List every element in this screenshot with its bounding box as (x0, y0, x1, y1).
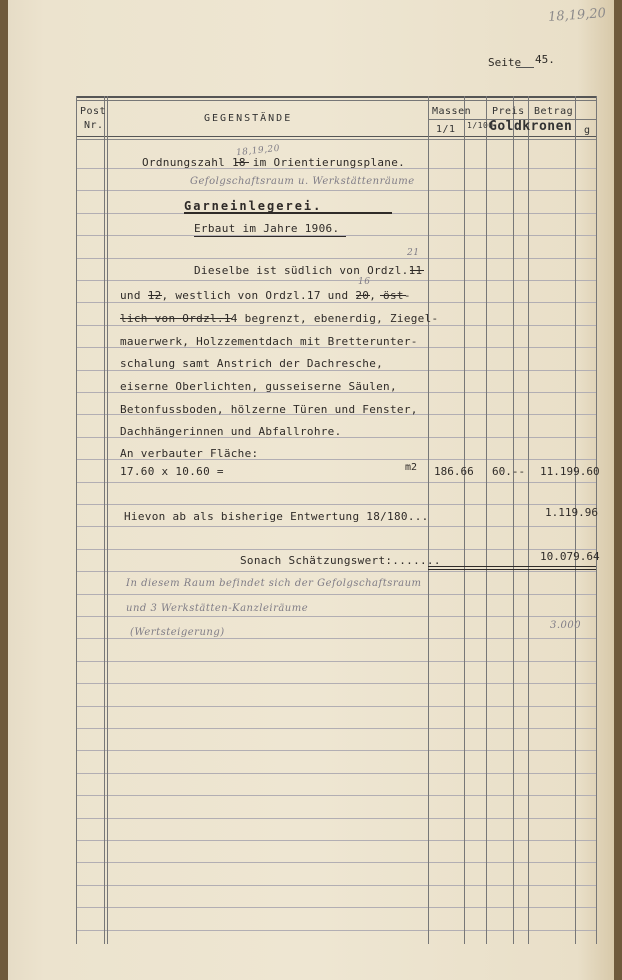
pencil-21: 21 (407, 248, 420, 258)
table-top-border-inner (76, 100, 596, 101)
ruled-line (76, 616, 596, 617)
header-bottom-border-inner (76, 139, 596, 140)
col-header-nr: Nr. (84, 120, 104, 131)
col-header-gegenstaende: GEGENSTÄNDE (204, 113, 293, 124)
pencil-ord-numbers: 18,19,20 (235, 143, 281, 159)
entry-title: Garneinlegerei. (184, 199, 323, 213)
calc-line: 17.60 x 10.60 = (120, 465, 224, 478)
ruled-line (76, 302, 596, 303)
col-line-massen-fraction (464, 96, 465, 944)
col-header-preis: Preis (492, 106, 525, 117)
pencil-note-1: In diesem Raum befindet sich der Gefolgschaftsraum (126, 578, 422, 589)
ruled-line (76, 190, 596, 191)
schaetzung-line: Sonach Schätzungswert:....... (240, 554, 441, 567)
ruled-line (76, 661, 596, 662)
col-line-preis-fraction (513, 96, 514, 944)
col-header-currency: Goldkronen (489, 119, 573, 134)
ruled-line (76, 930, 596, 931)
col-line-right (596, 96, 597, 944)
massen-value: 186.66 (434, 465, 474, 478)
col-header-betrag: Betrag (534, 106, 574, 117)
erbaut-underline (194, 236, 346, 237)
ruled-line (76, 706, 596, 707)
ordnungszahl-line: Ordnungszahl 18 im Orientierungsplane. (142, 156, 406, 169)
strike-desc-2 (148, 295, 162, 296)
desc-line-8: Dachhängerinnen und Abfallrohre. (120, 425, 342, 438)
strike-desc-2b (356, 295, 370, 296)
pencil-subtitle: Gefolgschaftsraum u. Werkstättenräume (190, 176, 415, 187)
col-line-betrag (528, 96, 529, 944)
desc-line-2: und 12, westlich von Ordzl.17 und 20, öst- (120, 289, 411, 302)
ruled-line (76, 370, 596, 371)
ruled-line (76, 638, 596, 639)
ruled-line (76, 258, 596, 259)
ruled-line (76, 728, 596, 729)
ruled-line (76, 526, 596, 527)
page-number-underline (516, 67, 534, 68)
erbaut-line: Erbaut im Jahre 1906. (194, 222, 340, 235)
total-underline-1 (428, 566, 596, 567)
col-header-massen-whole: 1/1 (436, 124, 456, 135)
strike-ordnungszahl (235, 162, 249, 163)
header-bottom-border (76, 136, 596, 137)
ledger-page (8, 0, 614, 980)
schaetzung-value: 10.079.64 (540, 550, 600, 563)
desc-line-3: lich von Ordzl.14 begrenzt, ebenerdig, Ziegel- (120, 312, 439, 325)
col-line-left (76, 96, 77, 944)
col-header-massen: Massen (432, 106, 472, 117)
ruled-line (76, 571, 596, 572)
desc-line-1: Dieselbe ist südlich von Ordzl.11 (194, 264, 423, 277)
preis-value: 60.-- (492, 465, 526, 478)
col-line-post (104, 96, 105, 944)
betrag-value: 11.199.60 (540, 465, 600, 478)
page-number: 45. (535, 53, 555, 66)
pencil-note-3: (Wertsteigerung) (130, 627, 225, 638)
ruled-line (76, 795, 596, 796)
col-line-preis (486, 96, 487, 944)
page-label: Seite (488, 56, 522, 69)
desc-line-6: eiserne Oberlichten, gusseiserne Säulen, (120, 380, 397, 393)
strike-desc-2c (380, 295, 406, 296)
ruled-line (76, 750, 596, 751)
unit-m2: m2 (405, 462, 418, 473)
ruled-line (76, 594, 596, 595)
table-top-border (76, 96, 596, 98)
desc-line-4: mauerwerk, Holzzementdach mit Bretterunter- (120, 335, 418, 348)
col-line-betrag-fraction (575, 96, 576, 944)
strike-desc-1 (410, 270, 424, 271)
desc-line-5: schalung samt Anstrich der Dachresche, (120, 357, 384, 370)
ruled-line (76, 773, 596, 774)
total-underline-2 (428, 569, 596, 570)
col-header-post: Post (80, 106, 107, 117)
pencil-note-2: und 3 Werkstätten-Kanzleiräume (126, 603, 309, 614)
desc-line-7: Betonfussboden, hölzerne Türen und Fenster, (120, 403, 418, 416)
ruled-line (76, 862, 596, 863)
ruled-line (76, 325, 596, 326)
col-line-post-double (107, 96, 108, 944)
col-header-g: g (584, 125, 591, 136)
strike-desc-3 (120, 318, 232, 319)
ruled-line (76, 818, 596, 819)
col-header-massen-fraction: 1/100 (467, 121, 494, 130)
pencil-value: 3.000 (550, 620, 582, 631)
entwertung-value: 1.119.96 (545, 506, 598, 519)
pencil-corner-note: 18,19,20 (547, 5, 607, 26)
desc-line-9: An verbauter Fläche: (120, 447, 259, 460)
ruled-line (76, 504, 596, 505)
ruled-line (76, 885, 596, 886)
pencil-16: 16 (358, 277, 371, 287)
ruled-line (76, 482, 596, 483)
ruled-line (76, 280, 596, 281)
ruled-line (76, 549, 596, 550)
ruled-line (76, 840, 596, 841)
title-underline (184, 212, 392, 214)
ruled-line (76, 907, 596, 908)
entwertung-line: Hievon ab als bisherige Entwertung 18/180... (124, 510, 429, 523)
ruled-line (76, 683, 596, 684)
